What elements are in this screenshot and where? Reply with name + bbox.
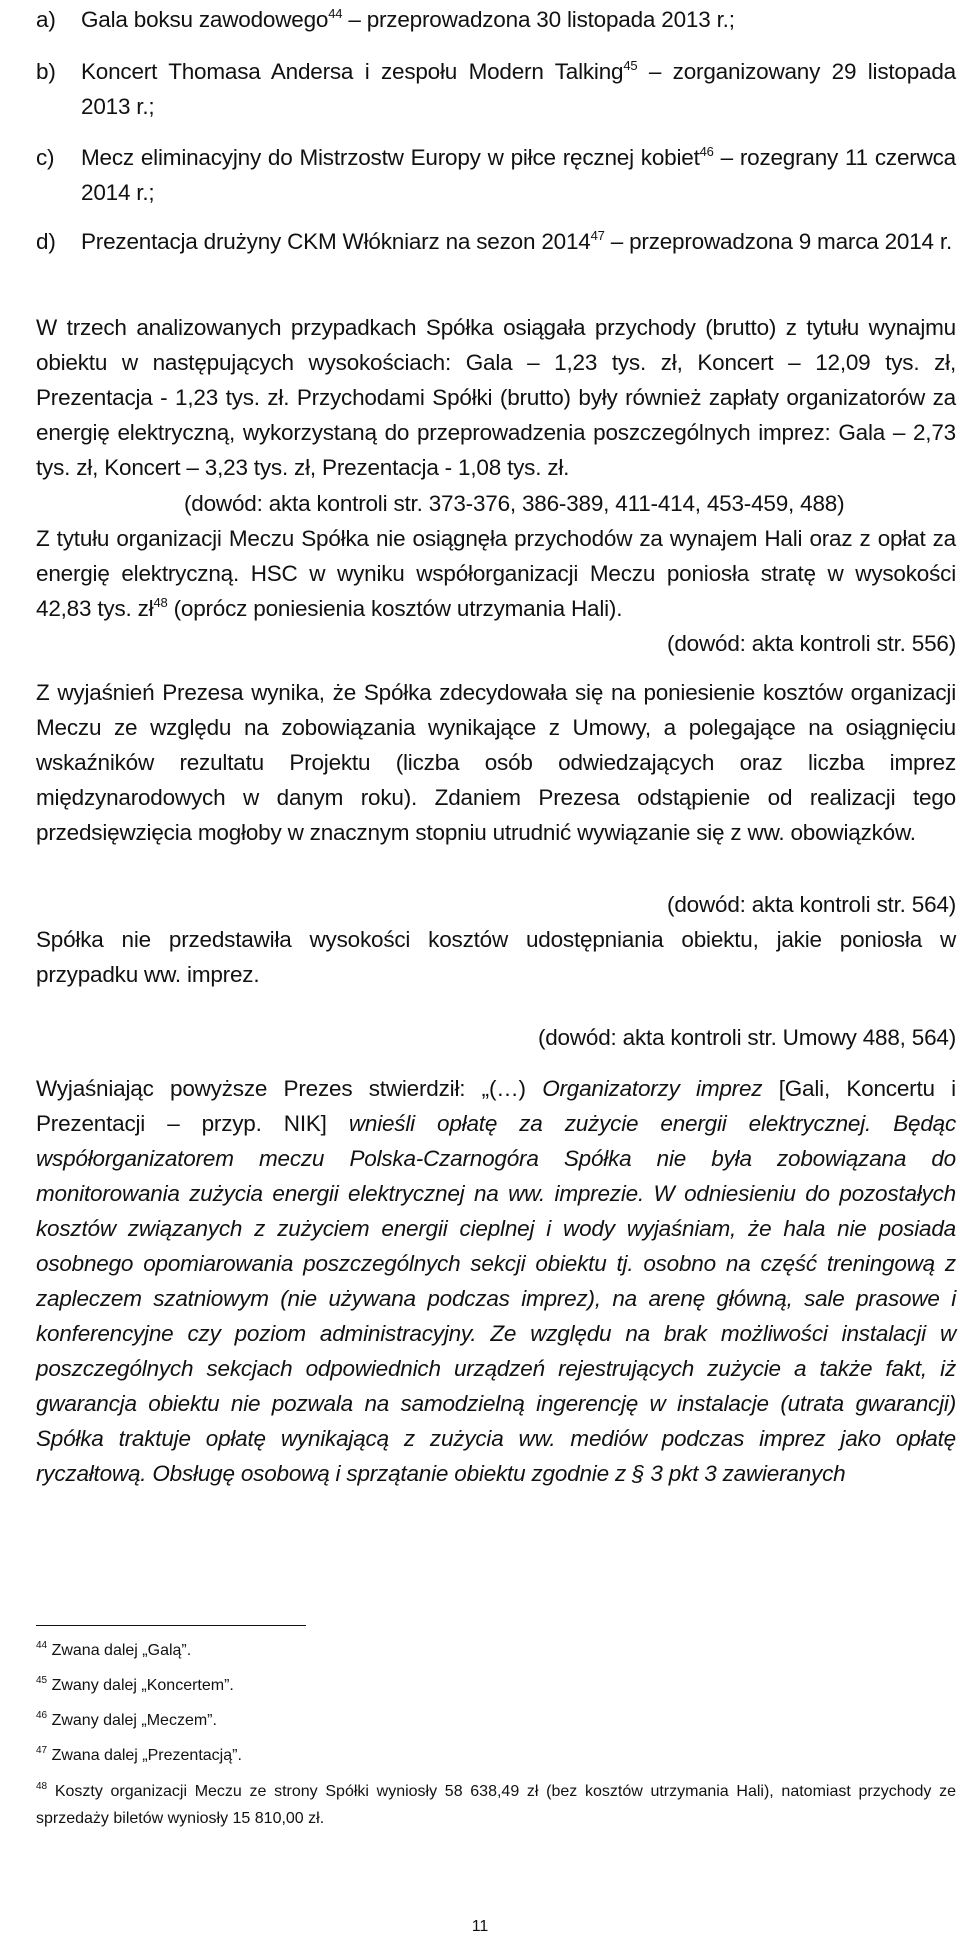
evidence-note: (dowód: akta kontroli str. 556) <box>667 631 956 656</box>
footnote-separator <box>36 1625 306 1626</box>
list-text: Koncert Thomasa Andersa i zespołu Modern Talking <box>81 59 624 84</box>
list-text: Mecz eliminacyjny do Mistrzostw Europy w piłce ręcznej kobiet <box>81 145 700 170</box>
footnote-ref: 48 <box>153 595 168 610</box>
paragraph-president-explanation: Z wyjaśnień Prezesa wynika, że Spółka zdecydowała się na poniesienie kosztów organizacji Meczu ze względu na zobowiązania wynikające z Umowy, a polegające na osiągnięciu wskaźników rezultatu Projektu (liczba osób odwiedzających oraz liczba imprez międzynarodowych w danym roku). Zdaniem Prezesa odstąpienie od realizacji tego przedsięwzięcia mogłoby w znacznym stopniu utrudnić wywiązanie się z ww. obowiązków. <box>36 680 956 845</box>
list-tail: – przeprowadzona 30 listopada 2013 r.; <box>342 7 735 32</box>
paragraph-match-loss: Z tytułu organizacji Meczu Spółka nie osiągnęła przychodów za wynajem Hali oraz z opłat za energię elektryczną. HSC w wyniku współorganizacji Meczu poniosła stratę w wysokości 42,83 tys. $zł^{48}$ (oprócz poniesienia kosztów utrzymania Hali). <box>36 526 956 621</box>
evidence-note: (dowód: akta kontroli str. 564) <box>667 892 956 917</box>
list-label: c) <box>36 145 55 170</box>
list-tail: – rozegrany 11 czerwca 2014 r.; <box>81 145 956 205</box>
list-tail: – zorganizowany 29 listopada 2013 r.; <box>81 59 956 119</box>
footnote: $^{48}$ Koszty organizacji Meczu ze strony Spółki wyniosły 58 638,49 zł (bez kosztów utrzymania Hali), natomiast przychody ze sprzedaży biletów wyniosły 15 810,00 zł. <box>36 1781 956 1827</box>
paragraph-costs: Spółka nie przedstawiła wysokości kosztów udostępniania obiektu, jakie poniosła w przypadku ww. imprez. <box>36 927 956 987</box>
list-tail: – przeprowadzona 9 marca 2014 r. <box>604 229 953 254</box>
footnote-ref: 47 <box>590 228 605 243</box>
footnote-ref: 46 <box>699 144 714 159</box>
footnote: $^{45}$ Zwany dalej „Koncertem”. <box>36 1675 234 1694</box>
list-label: b) <box>36 59 56 84</box>
footnote-ref: 45 <box>623 58 638 73</box>
footnote-ref: 44 <box>328 6 343 21</box>
list-text: Gala boksu zawodowego <box>81 7 329 32</box>
footnote: $^{47}$ Zwana dalej „Prezentacją”. <box>36 1745 242 1764</box>
page-number: 11 <box>471 1918 489 1935</box>
list-text: Prezentacja drużyny CKM Włókniarz na sezon 2014 <box>81 229 591 254</box>
footnote: $^{46}$ Zwany dalej „Meczem”. <box>36 1710 217 1729</box>
list-label: a) <box>36 7 56 32</box>
evidence-note: (dowód: akta kontroli str. Umowy 488, 564) <box>537 1025 956 1050</box>
paragraph-quote: Wyjaśniając powyższe Prezes stwierdził: „(…) Organizatorzy imprez [Gali, Koncertu i Prezentacji – przyp. NIK] wnieśli opłatę za zużycie energii elektrycznej. Będąc współorganizatorem meczu Polska-Czarnogóra Spółka nie była zobowiązana do monitorowania zużycia energii elektrycznej na ww. imprezie. W odniesieniu do pozostałych kosztów związanych z zużyciem energii cieplnej i wody wyjaśniam, że hala nie posiada osobnego opomiarowania poszczególnych sekcji obiektu tj. osobno na część treningową z zapleczem szatniowym (nie używana podczas imprez), na arenę główną, sale prasowe i konferencyjne czy poziom administracyjny. Ze względu na brak możliwości instalacji w poszczególnych sekcjach odpowiednich urządzeń rejestrujących zużycie a także fakt, iż gwarancja obiektu nie pozwala na samodzielną ingerencję w instalacje (utrata gwarancji) Spółka traktuje opłatę wynikającą z zużycia ww. mediów podczas imprez jako opłatę ryczałtową. Obsługę osobową i sprzątanie obiektu zgodnie z § 3 pkt 3 zawieranych <box>36 1076 956 1486</box>
paragraph-revenue: W trzech analizowanych przypadkach Spółka osiągała przychody (brutto) z tytułu wynajmu obiektu w następujących wysokościach: Gala – 1,23 tys. zł, Koncert – 12,09 tys. zł, Prezentacja - 1,23 tys. zł. Przychodami Spółki (brutto) były również zapłaty organizatorów za energię elektryczną, wykorzystaną do przeprowadzenia poszczególnych imprez: Gala – 2,73 tys. zł, Koncert – 3,23 tys. zł, Prezentacja - 1,08 tys. zł. <box>36 315 956 480</box>
evidence-note: (dowód: akta kontroli str. 373-376, 386-389, 411-414, 453-459, 488) <box>184 491 845 516</box>
footnote: $^{44}$ Zwana dalej „Galą”. <box>36 1640 192 1659</box>
list-label: d) <box>36 229 56 254</box>
